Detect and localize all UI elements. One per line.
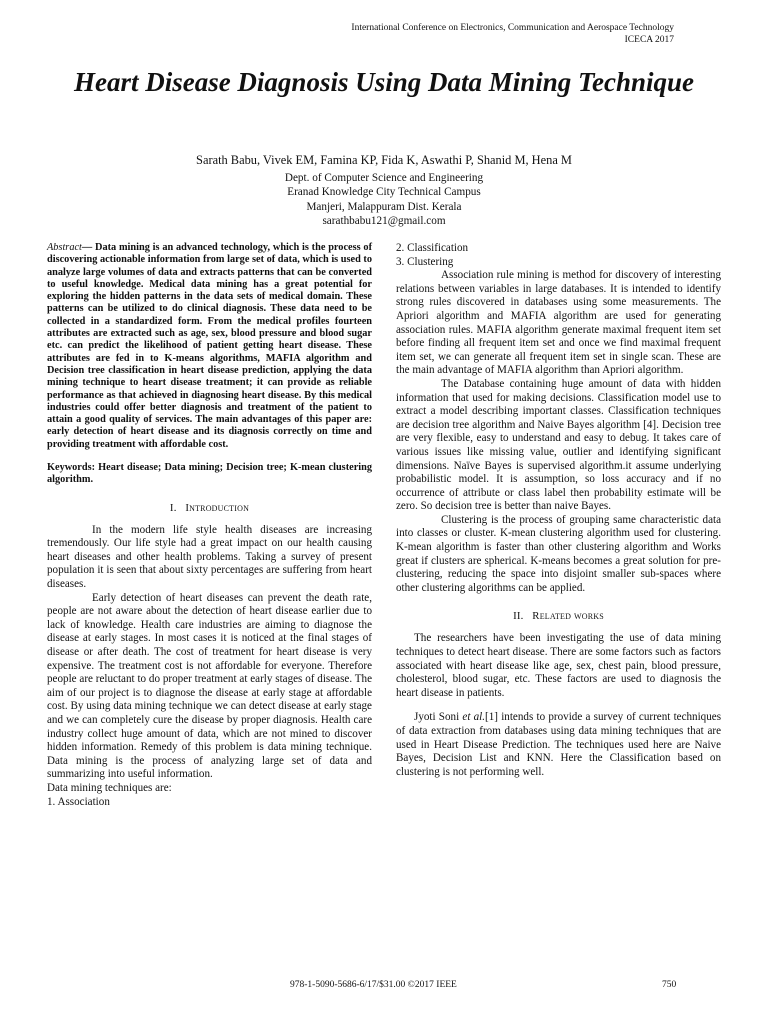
footer-isbn: 978-1-5090-5686-6/17/$31.00 ©2017 IEEE — [290, 980, 457, 990]
list-item-classification: 2. Classification — [396, 242, 469, 254]
affiliation-email: sarathbabu121@gmail.com — [322, 214, 446, 227]
affiliation-block — [60, 171, 708, 228]
list-item-association: 1. Association — [47, 795, 110, 808]
intro-paragraph-1: In the modern life style health diseases are increasing tremendously. Our life style had a great impact on our health causing heart diseases and other health problems. Taking a survey of present population it is seen that about sixty percentages are suffering from heart diseases. — [47, 523, 372, 591]
association-paragraph: Association rule mining is method for discovery of interesting relations between variables in large databases. It is intended to identify strong rules discovered in databases using some measurements. The Apriori algorithm and MAFIA algorithm are used for generating association rules. MAFIA algorithm generate maximal frequent item set before finding all frequent item set and once we find maximal frequent item set, we can generate all frequent item set in single scan. These are the main advantage of MAFIA algorithm than Apriori algorithm. — [396, 269, 721, 377]
conference-short: ICECA 2017 — [624, 35, 674, 45]
section-number: I. — [169, 501, 177, 514]
techniques-list-intro: Data mining techniques are: — [47, 781, 172, 794]
right-column — [396, 242, 721, 779]
section-title-rest: ntroduction — [189, 501, 250, 514]
conference-name: International Conference on Electronics, Communication and Aerospace Technology — [351, 23, 674, 33]
intro-paragraph-2: Early detection of heart diseases can prevent the death rate, people are not aware about the detection of heart disease earlier due to lack of knowledge. Health care industries are aiming to diagnose the disease at early stages. In most cases it is noticed at the final stages of disease or after death. The cost of treatment for heart disease is very expensive. The treatment cost is not affordable for everyone. Therefore people are reluctant to do proper treatment at early stages of disease. The aim of our project is to diagnose the disease at early stage at affordable cost. By using data mining technique we can detect disease at early stage and we can completely cure the disease by proper diagnosis. Health care industry collect huge amount of data, which are not mined to discover hidden information. Remedy of this problem is data mining technique. Data mining is the process of analyzing large set of data and summarizing into useful information. — [47, 591, 372, 781]
section-title-rest: elated works — [539, 610, 604, 623]
classification-paragraph: The Database containing huge amount of data with hidden information that used for making decisions. Classification model use to extract a model describing important classes. Classification techniques are decision tree algorithm and Naive Bayes algorithm [4]. Decision tree are very flexible, easy to understand and easy to debug. It takes care of various issues like missing value, outlier and identifying significant dimensions. Naïve Bayes is supervised algorithm.it assume underlying probabilistic model. It is assumption, so loss accuracy and if no occurrence of attribute or class label then probability estimate will be zero. So decision tree is better than naive Bayes. — [396, 377, 721, 513]
related-paragraph-2-text: [1] intends to provide a survey of current techniques of data extraction from databases using data mining techniques that are used in Heart Disease Prediction. The techniques used here are Naive Bayes, Decision List and KNN. Here the Classification based on clustering is not performing well. — [396, 711, 722, 778]
section-heading-introduction — [47, 501, 372, 515]
abstract — [47, 242, 372, 451]
section-number: II. — [513, 610, 524, 623]
section-heading-related-works — [396, 609, 721, 623]
affiliation-location: Manjeri, Malappuram Dist. Kerala — [306, 200, 462, 213]
related-paragraph-1: The researchers have been investigating the use of data mining techniques to detect heart disease. There are some factors such as factors associated with heart disease like age, sex, chest pain, blood pressure, cholesterol, blood sugar, etc. These factors are used to diagnosis the heart disease in patients. — [396, 632, 721, 699]
abstract-lead: Abstract — [47, 242, 82, 253]
cited-author: Jyoti Soni — [414, 711, 463, 724]
left-column — [47, 242, 372, 809]
et-al: et al. — [462, 711, 486, 724]
page-number: 750 — [662, 980, 677, 990]
clustering-paragraph: Clustering is the process of grouping same characteristic data into classes or cluster. K-mean clustering algorithm used for clustering. K-mean algorithm is faster than other clustering algorithm and Works great if clusters are spherical. K-means becomes a great solution for pre-clustering, reducing the space into disjoint smaller sub-spaces where other clustering algorithms can be applied. — [396, 513, 721, 594]
conference-header — [254, 22, 674, 46]
keywords: Keywords: Heart disease; Data mining; Decision tree; K-mean clustering algorithm. — [47, 462, 372, 486]
related-paragraph-2 — [396, 711, 721, 779]
abstract-dash: — — [81, 242, 93, 253]
section-initial: R — [532, 610, 540, 623]
section-initial: I — [185, 501, 190, 514]
affiliation-campus: Eranad Knowledge City Technical Campus — [287, 186, 481, 199]
paper-title: Heart Disease Diagnosis Using Data Mining Technique — [73, 67, 695, 97]
affiliation-dept: Dept. of Computer Science and Engineering — [284, 172, 484, 184]
abstract-text: Data mining is an advanced technology, which is the process of discovering actionable information from large set of data, which is used to analyze large volumes of data and extracts patterns that can be converted to useful knowledge. Medical data mining has a great potential for exploring the hidden patterns in the data sets of medical domain. These patterns can be utilized to do clinical diagnosis. These data need to be collected in a standardized form. From the medical profiles fourteen attributes are extracted such as age, sex, blood pressure and blood sugar etc. can predict the likelihood of patient getting heart disease. These attributes are fed in to K-means algorithms, MAFIA algorithm and Decision tree classification in heart disease prediction, applying the data mining technique to heart disease treatment; it can provide as reliable performance as that achieved in diagnosing heart disease. By this medical industries could offer better diagnosis and treatment of the patient to attain a good quality of services. The main advantages of this paper are: early detection of heart disease and its diagnosis correctly on time and providing treatment with affordable cost. — [47, 242, 372, 450]
list-item-clustering: 3. Clustering — [396, 255, 454, 268]
author-list: Sarath Babu, Vivek EM, Famina KP, Fida K, Aswathi P, Shanid M, Hena M — [196, 153, 572, 167]
